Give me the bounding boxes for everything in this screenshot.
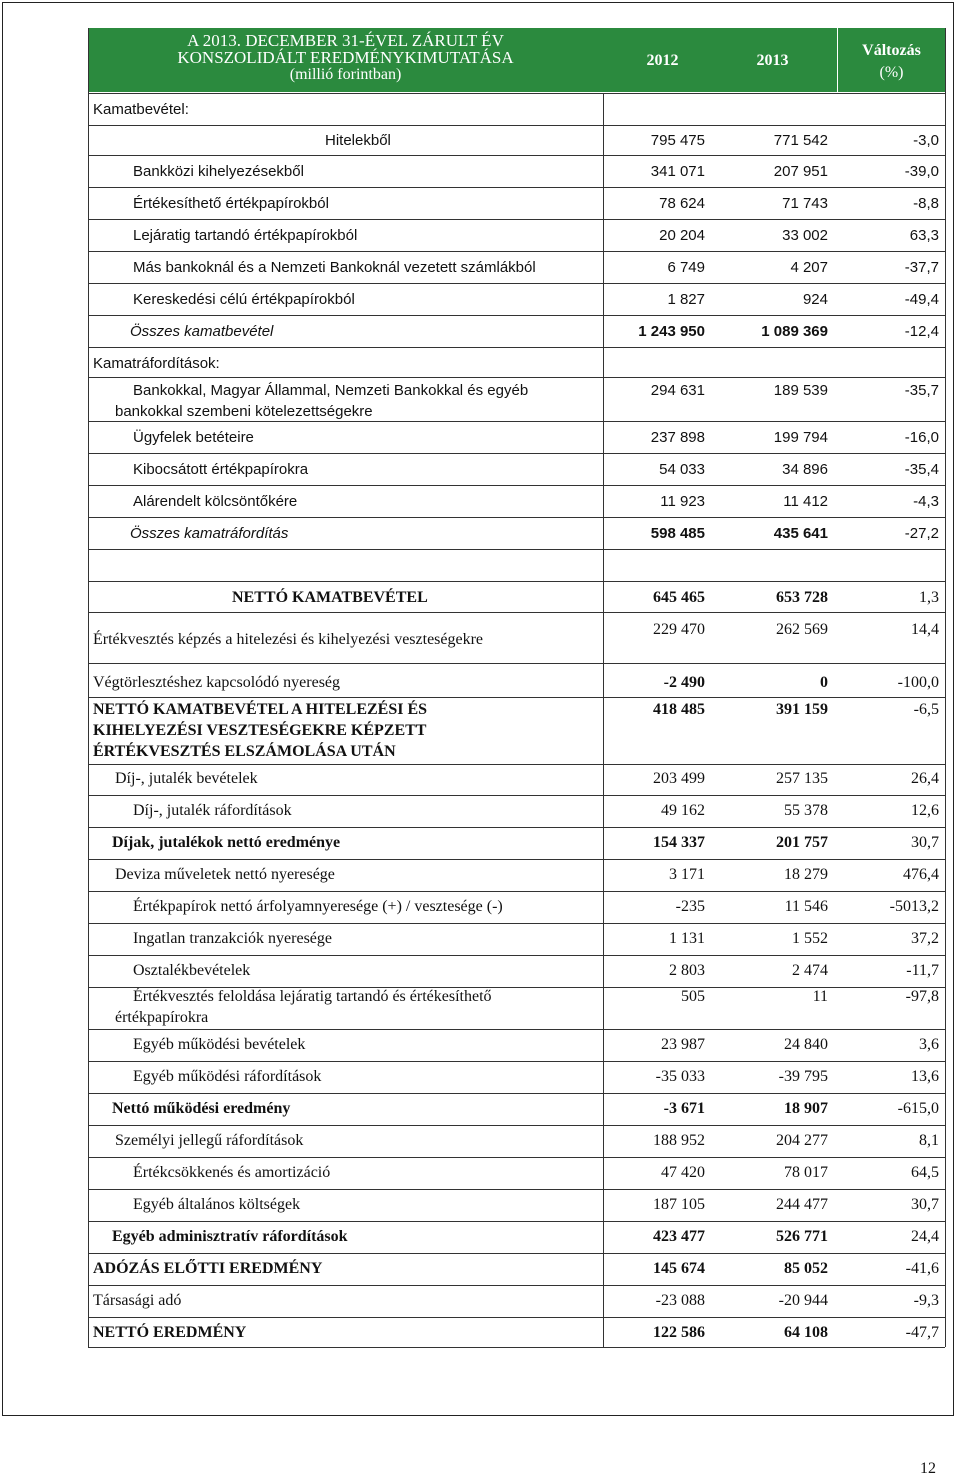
value-change: -39,0 [904, 163, 939, 180]
row-label: Összes kamatbevétel [130, 323, 274, 340]
row-label: ADÓZÁS ELŐTTI EREDMÉNY [93, 1260, 323, 1277]
row-rule [88, 612, 945, 613]
row-label: NETTÓ EREDMÉNY [93, 1324, 247, 1341]
row-rule [88, 764, 945, 765]
value-change: -47,7 [905, 1324, 939, 1341]
row-rule [88, 517, 945, 518]
value-2013: 262 569 [776, 621, 828, 638]
value-2012: 145 674 [653, 1260, 705, 1277]
value-2013: 189 539 [773, 382, 828, 399]
row-rule [88, 125, 945, 126]
value-2012: 237 898 [650, 429, 705, 446]
page-number: 12 [920, 1460, 936, 1477]
row-rule [88, 251, 945, 252]
row-rule [88, 1061, 945, 1062]
value-2013: 2 474 [792, 962, 828, 979]
row-rule [88, 697, 945, 698]
value-2013: 78 017 [784, 1164, 828, 1181]
value-2012: 2 803 [669, 962, 705, 979]
row-label-cont: ÉRTÉKVESZTÉS ELSZÁMOLÁSA UTÁN [93, 743, 396, 760]
row-label: Személyi jellegű ráfordítások [115, 1132, 304, 1149]
value-change: 26,4 [911, 770, 939, 787]
value-2012: 11 923 [660, 493, 705, 510]
row-label: Díjak, jutalékok nettó eredménye [112, 834, 341, 851]
value-change: 30,7 [911, 1196, 939, 1213]
value-change: 63,3 [909, 227, 939, 244]
header-change-line-1: Változás [862, 42, 921, 59]
row-label: Egyéb működési bevételek [133, 1036, 306, 1053]
value-2013: 11 546 [784, 898, 828, 915]
value-2013: 4 207 [790, 259, 828, 276]
row-rule [88, 549, 945, 550]
row-label: Kamatráfordítások: [93, 355, 220, 372]
value-2013: 526 771 [776, 1228, 828, 1245]
value-2013: 435 641 [773, 525, 828, 542]
value-2012: 645 465 [653, 589, 705, 606]
row-label: Értékvesztés képzés a hitelezési és kihelyezési veszteségekre [93, 631, 484, 648]
value-change: -37,7 [904, 259, 939, 276]
value-change: -35,4 [904, 461, 939, 478]
value-change: -11,7 [906, 962, 939, 979]
value-change: 12,6 [911, 802, 939, 819]
value-change: -41,6 [905, 1260, 939, 1277]
value-2012: 47 420 [661, 1164, 705, 1181]
value-2012: 341 071 [650, 163, 705, 180]
row-label: Deviza műveletek nettó nyeresége [115, 866, 335, 883]
row-rule [88, 1347, 945, 1348]
row-label: Egyéb általános költségek [133, 1196, 301, 1213]
row-label: Más bankoknál és a Nemzeti Bankoknál vezetett számlákból [133, 259, 536, 276]
row-label: Összes kamatráfordítás [130, 525, 289, 542]
value-2013: -39 795 [778, 1068, 828, 1085]
value-2013: -20 944 [778, 1292, 828, 1309]
row-rule [88, 1029, 945, 1030]
row-label: NETTÓ KAMATBEVÉTEL [232, 589, 428, 606]
value-change: -5013,2 [889, 898, 939, 915]
row-rule [88, 1157, 945, 1158]
row-rule [88, 219, 945, 220]
value-2012: 1 827 [667, 291, 705, 308]
row-label: Ügyfelek betéteire [133, 429, 254, 446]
row-label: Bankközi kihelyezésekből [133, 163, 304, 180]
value-2012: 1 243 950 [638, 323, 705, 340]
row-rule [88, 663, 945, 664]
value-2013: 771 542 [773, 132, 828, 149]
row-rule [88, 1189, 945, 1190]
value-change: -4,3 [913, 493, 939, 510]
header-col-2013: 2013 [756, 52, 789, 69]
value-2012: -235 [675, 898, 705, 915]
row-rule [88, 581, 945, 582]
title-line-2: KONSZOLIDÁLT EREDMÉNYKIMUTATÁSA [177, 48, 514, 67]
value-2012: 294 631 [650, 382, 705, 399]
value-2013: 0 [820, 674, 828, 691]
value-2012: 229 470 [653, 621, 705, 638]
value-2013: 1 089 369 [761, 323, 828, 340]
value-2013: 257 135 [776, 770, 828, 787]
value-change: -100,0 [897, 674, 939, 691]
row-label: Végtörlesztéshez kapcsolódó nyereség [93, 674, 341, 691]
value-2013: 204 277 [776, 1132, 828, 1149]
row-label: Díj-, jutalék ráfordítások [133, 802, 292, 819]
row-label: Díj-, jutalék bevételek [115, 770, 258, 787]
row-rule [88, 987, 945, 988]
row-label: Értékvesztés feloldása lejáratig tartandó és értékesíthető [133, 988, 492, 1005]
value-2013: 34 896 [782, 461, 828, 478]
row-rule [88, 315, 945, 316]
row-rule [88, 453, 945, 454]
value-2013: 244 477 [776, 1196, 828, 1213]
value-2012: 154 337 [653, 834, 705, 851]
value-2013: 207 951 [773, 163, 828, 180]
col-rule-values [603, 93, 604, 1347]
value-change: 24,4 [911, 1228, 939, 1245]
row-rule [88, 377, 945, 378]
value-2012: 54 033 [659, 461, 705, 478]
value-2012: 505 [681, 988, 705, 1005]
row-label-cont: bankokkal szembeni kötelezettségekre [115, 403, 373, 420]
value-change: -8,8 [913, 195, 939, 212]
row-label: Nettó működési eredmény [112, 1100, 291, 1117]
value-2012: 122 586 [653, 1324, 705, 1341]
value-2012: 3 171 [669, 866, 705, 883]
value-2013: 18 907 [784, 1100, 828, 1117]
row-label: NETTÓ KAMATBEVÉTEL A HITELEZÉSI ÉS [93, 701, 428, 718]
row-label: Ingatlan tranzakciók nyeresége [133, 930, 333, 947]
statement-title [88, 28, 603, 92]
row-label: Bankokkal, Magyar Állammal, Nemzeti Bankokkal és egyéb [133, 382, 529, 399]
value-change: -97,8 [905, 988, 939, 1005]
row-rule [88, 955, 945, 956]
value-2013: 653 728 [776, 589, 828, 606]
row-rule [88, 795, 945, 796]
value-2012: 1 131 [669, 930, 705, 947]
row-label: Egyéb adminisztratív ráfordítások [112, 1228, 348, 1245]
row-label: Lejáratig tartandó értékpapírokból [133, 227, 358, 244]
value-change: 37,2 [911, 930, 939, 947]
value-2012: 78 624 [659, 195, 705, 212]
value-2012: -23 088 [655, 1292, 705, 1309]
col-rule-right [945, 28, 946, 1347]
row-label-cont: értékpapírokra [115, 1009, 209, 1026]
value-change: 8,1 [919, 1132, 939, 1149]
value-2012: 203 499 [653, 770, 705, 787]
value-2013: 201 757 [776, 834, 828, 851]
value-2012: 598 485 [650, 525, 705, 542]
row-label: Értékesíthető értékpapírokból [133, 195, 329, 212]
row-rule [88, 485, 945, 486]
value-change: 14,4 [911, 621, 939, 638]
value-2013: 199 794 [773, 429, 828, 446]
value-2012: 187 105 [653, 1196, 705, 1213]
value-change: 1,3 [919, 589, 939, 606]
value-2012: 20 204 [659, 227, 705, 244]
value-change: -615,0 [897, 1100, 939, 1117]
row-rule [88, 859, 945, 860]
row-rule [88, 155, 945, 156]
header-col-2012: 2012 [646, 52, 679, 69]
row-rule [88, 283, 945, 284]
header-col-change [838, 40, 945, 84]
value-2012: -3 671 [663, 1100, 705, 1117]
value-change: -9,3 [913, 1292, 939, 1309]
value-change: -27,2 [904, 525, 939, 542]
value-change: -6,5 [913, 701, 939, 718]
value-change: 13,6 [911, 1068, 939, 1085]
row-label: Értékpapírok nettó árfolyamnyeresége (+) / vesztesége (-) [133, 898, 503, 915]
value-change: -3,0 [913, 132, 939, 149]
row-label: Alárendelt kölcsöntőkére [133, 493, 298, 510]
value-change: 3,6 [919, 1036, 939, 1053]
value-2013: 11 412 [783, 493, 828, 510]
col-rule-left [88, 28, 89, 1347]
row-rule [88, 347, 945, 348]
row-label: Osztalékbevételek [133, 962, 251, 979]
row-label: Kibocsátott értékpapírokra [133, 461, 309, 478]
value-2012: 418 485 [653, 701, 705, 718]
value-change: -35,7 [904, 382, 939, 399]
row-rule [88, 1317, 945, 1318]
row-label: Értékcsökkenés és amortizáció [133, 1164, 331, 1181]
row-rule [88, 1093, 945, 1094]
value-change: -49,4 [904, 291, 939, 308]
value-2012: 423 477 [653, 1228, 705, 1245]
row-rule [88, 827, 945, 828]
value-2013: 11 [812, 988, 828, 1005]
row-rule [88, 1125, 945, 1126]
row-rule [88, 1221, 945, 1222]
value-2012: -35 033 [655, 1068, 705, 1085]
value-2012: -2 490 [663, 674, 705, 691]
row-label-cont: KIHELYEZÉSI VESZTESÉGEKRE KÉPZETT [93, 722, 427, 739]
value-2013: 85 052 [784, 1260, 828, 1277]
value-2013: 33 002 [782, 227, 828, 244]
header-change-line-2: (%) [879, 64, 904, 81]
row-rule [88, 1285, 945, 1286]
title-line-3: (millió forintban) [289, 66, 402, 83]
row-label: Társasági adó [93, 1292, 182, 1309]
value-change: 30,7 [911, 834, 939, 851]
value-2013: 924 [802, 291, 828, 308]
value-2012: 188 952 [653, 1132, 705, 1149]
value-2013: 18 279 [784, 866, 828, 883]
title-line-1: A 2013. DECEMBER 31-ÉVEL ZÁRULT ÉV [187, 31, 504, 50]
value-2013: 55 378 [784, 802, 828, 819]
value-2013: 1 552 [792, 930, 828, 947]
row-label: Egyéb működési ráfordítások [133, 1068, 322, 1085]
value-2013: 64 108 [784, 1324, 828, 1341]
value-change: 64,5 [911, 1164, 939, 1181]
value-2013: 24 840 [784, 1036, 828, 1053]
row-rule [88, 923, 945, 924]
value-change: -16,0 [904, 429, 939, 446]
row-rule [88, 421, 945, 422]
value-2013: 391 159 [776, 701, 828, 718]
row-label: Hitelekből [325, 132, 391, 149]
value-2013: 71 743 [782, 195, 828, 212]
row-label: Kamatbevétel: [93, 101, 189, 118]
value-change: -12,4 [904, 323, 939, 340]
row-label: Kereskedési célú értékpapírokból [133, 291, 355, 308]
row-rule [88, 93, 945, 94]
value-2012: 6 749 [667, 259, 705, 276]
value-2012: 49 162 [661, 802, 705, 819]
row-rule [88, 187, 945, 188]
value-change: 476,4 [903, 866, 939, 883]
value-2012: 23 987 [661, 1036, 705, 1053]
row-rule [88, 891, 945, 892]
value-2012: 795 475 [650, 132, 705, 149]
row-rule [88, 1253, 945, 1254]
